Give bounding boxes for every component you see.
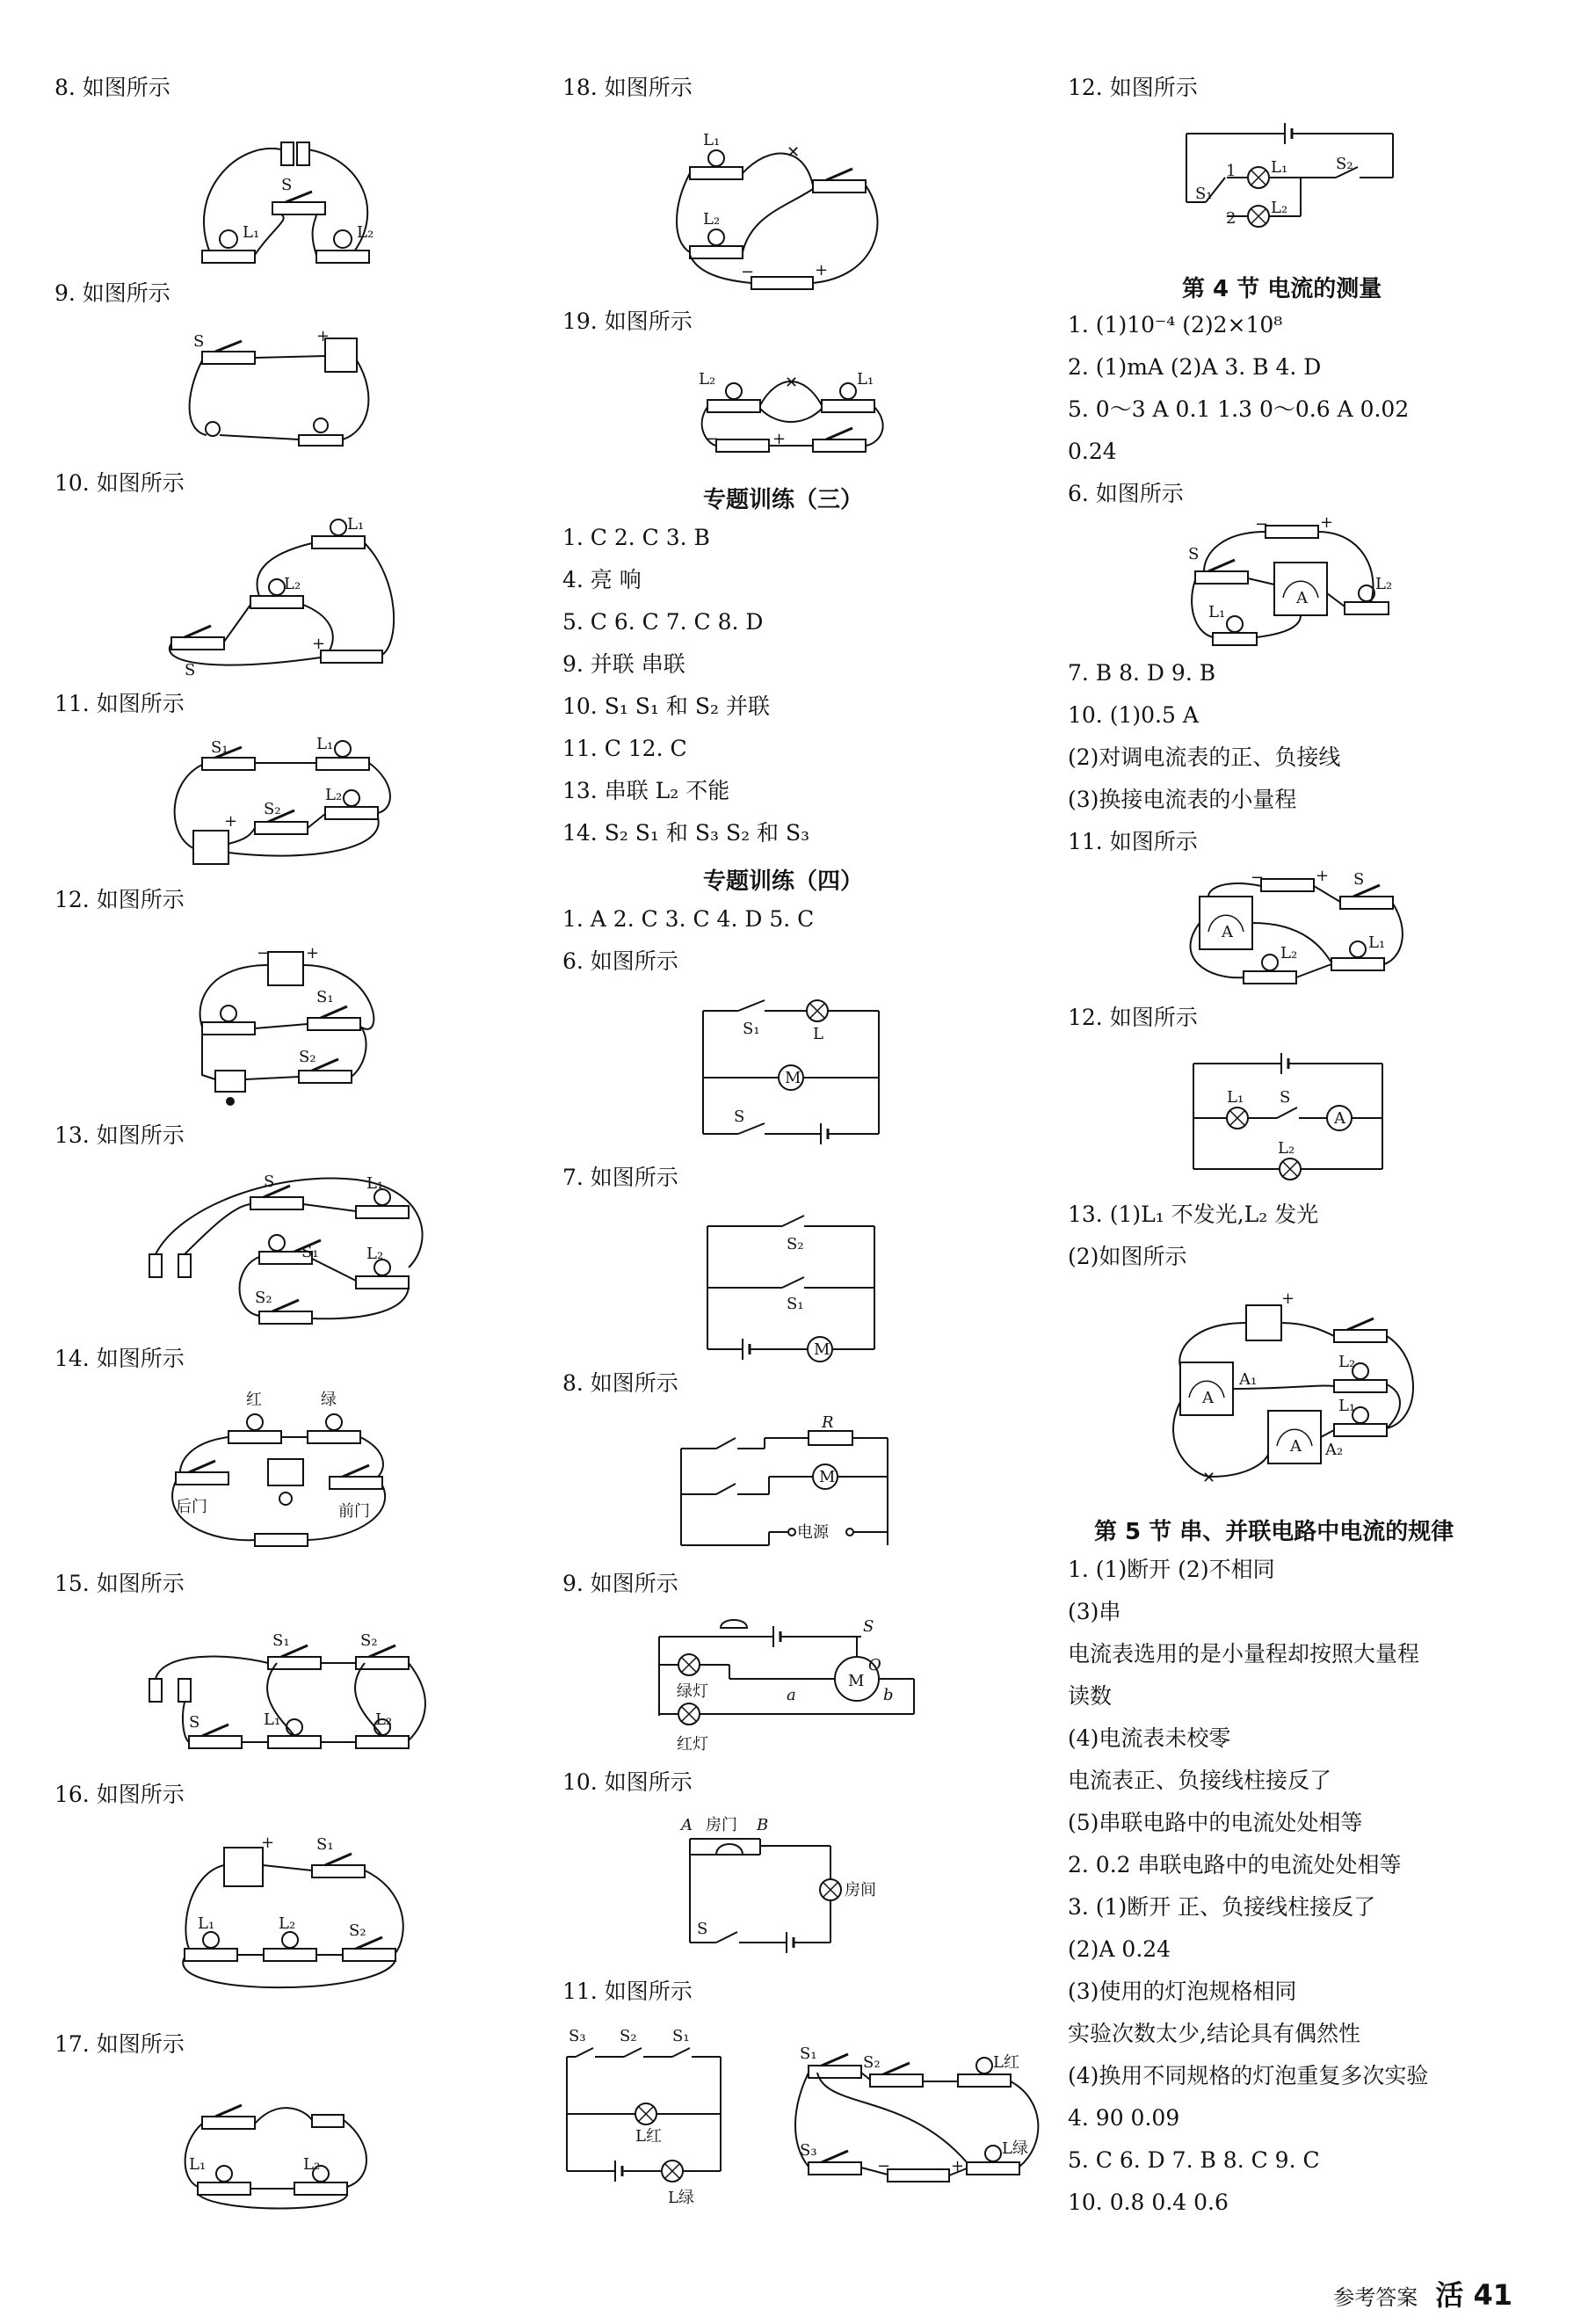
answer-q17: 17. 如图所示 <box>54 2031 185 2057</box>
figure-q17 <box>180 2081 382 2213</box>
page-number: 41 <box>1473 2278 1512 2312</box>
topic4-answer-11: 11. 如图所示 <box>562 1979 693 2004</box>
svg-text:S: S <box>1353 870 1365 889</box>
svg-text:S: S <box>863 1617 874 1636</box>
svg-text:S₂: S₂ <box>264 800 281 818</box>
answer-q12: 12. 如图所示 <box>54 887 185 912</box>
s4-answer-10c: (3)换接电流表的小量程 <box>1068 787 1297 812</box>
svg-text:L₁: L₁ <box>1271 158 1288 177</box>
svg-text:L₂: L₂ <box>1375 575 1393 593</box>
svg-text:S₁: S₁ <box>787 1295 804 1313</box>
figure-t4-10 <box>681 1811 892 1951</box>
s5-answer-1e: (4)电流表未校零 <box>1068 1725 1231 1751</box>
s5-answer-1c: 电流表选用的是小量程却按照大量程 <box>1068 1641 1420 1667</box>
svg-text:1: 1 <box>1226 162 1237 180</box>
svg-text:S₂: S₂ <box>787 1235 804 1253</box>
s5-answer-3b: (2)A 0.24 <box>1068 1936 1171 1962</box>
svg-text:+: + <box>1316 867 1330 885</box>
svg-text:L₂: L₂ <box>1278 1139 1295 1158</box>
svg-text:S₁: S₁ <box>301 1243 319 1261</box>
topic3-answer-13: 13. 串联 L₂ 不能 <box>562 778 730 803</box>
s5-answer-10: 10. 0.8 0.4 0.6 <box>1068 2190 1229 2215</box>
svg-text:B: B <box>757 1816 769 1834</box>
svg-text:M: M <box>848 1672 865 1690</box>
svg-text:L红: L红 <box>635 2127 662 2146</box>
answer-q14: 14. 如图所示 <box>54 1346 185 1371</box>
svg-text:L₁: L₁ <box>1227 1088 1244 1107</box>
footer-label: 参考答案 <box>1333 2285 1418 2310</box>
svg-text:L绿: L绿 <box>1002 2139 1028 2158</box>
answer-q10: 10. 如图所示 <box>54 470 185 496</box>
answer-q15: 15. 如图所示 <box>54 1571 185 1596</box>
section-title-topic-3: 专题训练（三） <box>703 487 864 513</box>
svg-text:+: + <box>312 635 326 653</box>
svg-text:S₁: S₁ <box>211 738 228 757</box>
column-2 <box>527 0 1055 2324</box>
svg-text:+: + <box>772 430 787 448</box>
svg-text:M: M <box>785 1069 801 1087</box>
svg-text:L₁: L₁ <box>1368 933 1386 952</box>
svg-text:L₂: L₂ <box>325 786 343 804</box>
topic3-answer-5: 5. C 6. C 7. C 8. D <box>562 609 764 635</box>
figure-t4-11-physical <box>791 2039 1046 2197</box>
figure-s4-6 <box>1186 513 1397 650</box>
svg-text:S₂: S₂ <box>299 1048 316 1066</box>
s5-answer-3c: (3)使用的灯泡规格相同 <box>1068 1979 1297 2004</box>
s5-answer-3: 3. (1)断开 正、负接线柱接反了 <box>1068 1894 1376 1920</box>
topic4-answer-1: 1. A 2. C 3. C 4. D 5. C <box>562 906 815 932</box>
svg-text:L₁: L₁ <box>366 1174 384 1193</box>
s5-answer-1d: 读数 <box>1068 1683 1113 1709</box>
svg-text:L₂: L₂ <box>366 1245 384 1263</box>
figure-q18 <box>681 127 892 294</box>
figure-t4-11-circuit <box>567 2027 725 2180</box>
figure-q12 <box>185 939 378 1115</box>
svg-text:−: − <box>1255 515 1269 534</box>
answer-q16: 16. 如图所示 <box>54 1782 185 1807</box>
svg-text:+: + <box>224 812 238 831</box>
svg-text:L₁: L₁ <box>1338 1397 1356 1415</box>
svg-text:✕: ✕ <box>1202 1469 1216 1487</box>
svg-text:S₂: S₂ <box>255 1289 272 1307</box>
svg-text:+: + <box>316 327 330 345</box>
svg-text:L₁: L₁ <box>857 370 874 389</box>
s4-answer-12: 12. 如图所示 <box>1068 1005 1198 1030</box>
figure-q15 <box>145 1626 435 1776</box>
figure-q16 <box>163 1830 417 2006</box>
answer-q13: 13. 如图所示 <box>54 1122 185 1148</box>
svg-text:+: + <box>815 261 829 280</box>
svg-text:前门: 前门 <box>338 1502 370 1521</box>
svg-text:+: + <box>306 944 320 962</box>
svg-text:S₂: S₂ <box>360 1631 378 1650</box>
svg-text:L₂: L₂ <box>375 1710 393 1729</box>
svg-text:L₁: L₁ <box>189 2155 207 2174</box>
s5-answer-1g: (5)串联电路中的电流处处相等 <box>1068 1810 1363 1835</box>
svg-text:−: − <box>257 944 271 962</box>
answer-q19: 19. 如图所示 <box>562 309 693 334</box>
column-3 <box>1055 0 1581 2324</box>
figure-t4-7 <box>707 1226 874 1358</box>
s4-answer-6: 6. 如图所示 <box>1068 481 1184 506</box>
svg-text:S₃: S₃ <box>800 2141 817 2160</box>
label-s: S <box>281 176 293 194</box>
svg-text:S₁: S₁ <box>743 1020 760 1038</box>
figure-t4-8 <box>681 1413 892 1554</box>
svg-text:+: + <box>1320 513 1334 532</box>
figure-q8 <box>185 123 395 272</box>
s5-answer-5: 5. C 6. D 7. B 8. C 9. C <box>1068 2147 1320 2173</box>
s5-answer-2: 2. 0.2 串联电路中的电流处处相等 <box>1068 1852 1402 1877</box>
figure-q19 <box>699 365 892 461</box>
svg-text:后门: 后门 <box>176 1498 207 1516</box>
svg-text:−: − <box>877 2157 891 2175</box>
svg-text:O: O <box>868 1656 881 1674</box>
svg-text:S: S <box>264 1173 275 1191</box>
s4-answer-13: 13. (1)L₁ 不发光,L₂ 发光 <box>1068 1202 1319 1227</box>
svg-text:L红: L红 <box>993 2053 1019 2072</box>
column-1 <box>0 0 527 2324</box>
svg-text:S: S <box>189 1713 200 1732</box>
svg-text:L₂: L₂ <box>699 370 716 389</box>
svg-text:S₁: S₁ <box>316 988 334 1006</box>
section-title-4: 第 4 节 电流的测量 <box>1182 276 1382 302</box>
svg-text:L: L <box>813 1025 823 1043</box>
topic3-answer-4: 4. 亮 响 <box>562 567 642 592</box>
svg-text:房门: 房门 <box>706 1816 737 1834</box>
topic4-answer-6: 6. 如图所示 <box>562 948 678 974</box>
svg-text:−: − <box>706 430 720 448</box>
s4-answer-11: 11. 如图所示 <box>1068 829 1198 854</box>
svg-text:L₂: L₂ <box>357 223 374 242</box>
svg-text:L₁: L₁ <box>243 223 260 242</box>
figure-s4-12 <box>1193 1053 1387 1176</box>
page-footer <box>1333 2273 1512 2313</box>
svg-text:S₁: S₁ <box>672 2027 690 2045</box>
svg-text:✕: ✕ <box>785 374 799 392</box>
answer-q9: 9. 如图所示 <box>54 280 170 306</box>
svg-text:L₂: L₂ <box>284 575 301 593</box>
svg-text:S: S <box>1188 545 1200 563</box>
svg-text:S₁: S₁ <box>272 1631 290 1650</box>
answer-q11: 11. 如图所示 <box>54 691 185 716</box>
topic3-answer-14: 14. S₂ S₁ 和 S₃ S₂ 和 S₃ <box>562 820 810 846</box>
svg-text:A: A <box>1202 1389 1214 1407</box>
svg-text:2: 2 <box>1226 209 1237 228</box>
s5-answer-4: 4. 90 0.09 <box>1068 2105 1180 2131</box>
figure-q9 <box>185 325 378 457</box>
s4-answer-13b: (2)如图所示 <box>1068 1244 1187 1269</box>
s4-answer-10: 10. (1)0.5 A <box>1068 702 1199 728</box>
svg-text:A: A <box>1290 1437 1302 1456</box>
svg-text:绿: 绿 <box>321 1391 337 1409</box>
svg-text:L₁: L₁ <box>198 1914 215 1933</box>
svg-text:S₂: S₂ <box>620 2027 637 2045</box>
s4-answer-1: 1. (1)10⁻⁴ (2)2×10⁸ <box>1068 312 1283 338</box>
figure-q14 <box>158 1389 404 1565</box>
s5-answer-1b: (3)串 <box>1068 1599 1121 1624</box>
section-title-topic-4: 专题训练（四） <box>703 868 864 895</box>
svg-text:+: + <box>951 2157 965 2175</box>
s4-answer-2: 2. (1)mA (2)A 3. B 4. D <box>1068 354 1322 380</box>
svg-text:L₂: L₂ <box>303 2155 321 2174</box>
svg-text:L₂: L₂ <box>1338 1353 1356 1371</box>
svg-text:S₁: S₁ <box>316 1835 334 1854</box>
svg-text:a: a <box>787 1686 796 1704</box>
svg-text:R: R <box>822 1413 834 1432</box>
topic4-answer-7: 7. 如图所示 <box>562 1165 678 1190</box>
svg-text:✕: ✕ <box>787 143 801 162</box>
svg-text:A₁: A₁ <box>1239 1370 1258 1389</box>
svg-text:M: M <box>819 1468 836 1486</box>
figure-s4-13 <box>1158 1288 1422 1490</box>
svg-text:A: A <box>1222 923 1233 941</box>
footer-brand: 活 <box>1435 2278 1464 2312</box>
figure-t4-6 <box>703 1002 879 1143</box>
svg-text:L₂: L₂ <box>1271 199 1288 217</box>
answer-q8: 8. 如图所示 <box>54 75 170 100</box>
topic4-answer-9: 9. 如图所示 <box>562 1571 678 1596</box>
svg-text:L₂: L₂ <box>279 1914 296 1933</box>
svg-text:L₁: L₁ <box>347 515 365 534</box>
figure-q11 <box>167 735 404 870</box>
svg-text:电源: 电源 <box>797 1523 829 1542</box>
s5-answer-3e: (4)换用不同规格的灯泡重复多次实验 <box>1068 2063 1429 2088</box>
svg-text:−: − <box>1251 868 1265 887</box>
s5-answer-1: 1. (1)断开 (2)不相同 <box>1068 1557 1275 1582</box>
s4-answer-5: 5. 0～3 A 0.1 1.3 0～0.6 A 0.02 <box>1068 396 1410 422</box>
figure-q13 <box>145 1171 435 1338</box>
svg-text:红灯: 红灯 <box>677 1735 708 1754</box>
svg-text:S₁: S₁ <box>800 2044 817 2063</box>
svg-text:L₁: L₁ <box>1208 603 1226 621</box>
s4-answer-5b: 0.24 <box>1068 439 1117 464</box>
svg-text:房间: 房间 <box>845 1881 876 1899</box>
svg-text:−: − <box>741 263 755 281</box>
svg-text:M: M <box>814 1340 830 1359</box>
svg-text:L₂: L₂ <box>703 210 721 229</box>
svg-text:A: A <box>1296 589 1308 607</box>
s4-answer-7: 7. B 8. D 9. B <box>1068 660 1216 686</box>
figure-c12 <box>1186 123 1397 229</box>
answer-q18: 18. 如图所示 <box>562 75 693 100</box>
topic4-answer-8: 8. 如图所示 <box>562 1370 678 1396</box>
svg-text:L₁: L₁ <box>316 735 334 753</box>
svg-text:+: + <box>1281 1289 1295 1308</box>
svg-text:S: S <box>734 1108 745 1126</box>
svg-text:S: S <box>1280 1088 1291 1107</box>
svg-text:S₂: S₂ <box>349 1921 366 1940</box>
figure-t4-9 <box>659 1610 914 1760</box>
svg-text:S: S <box>185 661 196 679</box>
figure-q10 <box>163 515 400 686</box>
topic3-answer-9: 9. 并联 串联 <box>562 651 685 677</box>
svg-text:S: S <box>697 1920 708 1938</box>
svg-text:b: b <box>883 1686 894 1704</box>
svg-text:L₂: L₂ <box>1280 944 1298 962</box>
svg-text:S₂: S₂ <box>863 2053 881 2072</box>
label-l-green: L绿 <box>668 2189 694 2207</box>
topic4-answer-10: 10. 如图所示 <box>562 1769 693 1795</box>
svg-text:S₁: S₁ <box>1195 185 1213 203</box>
svg-text:L₁: L₁ <box>703 131 721 149</box>
s5-answer-3d: 实验次数太少,结论具有偶然性 <box>1068 2021 1360 2046</box>
s5-answer-1f: 电流表正、负接线柱接反了 <box>1068 1768 1332 1793</box>
svg-text:绿灯: 绿灯 <box>677 1682 708 1701</box>
svg-text:S: S <box>193 332 205 351</box>
topic3-answer-10: 10. S₁ S₁ 和 S₂ 并联 <box>562 694 770 719</box>
answer-c12: 12. 如图所示 <box>1068 75 1198 100</box>
svg-text:A₂: A₂ <box>1325 1441 1344 1459</box>
section-title-5: 第 5 节 串、并联电路中电流的规律 <box>1094 1519 1454 1545</box>
s4-answer-10b: (2)对调电流表的正、负接线 <box>1068 744 1341 770</box>
figure-s4-11 <box>1173 867 1411 993</box>
topic3-answer-11: 11. C 12. C <box>562 736 687 761</box>
svg-text:S₂: S₂ <box>1336 155 1353 173</box>
svg-text:A: A <box>681 1816 693 1834</box>
svg-text:+: + <box>261 1834 275 1852</box>
svg-text:S₃: S₃ <box>569 2027 586 2045</box>
svg-text:红: 红 <box>246 1391 262 1409</box>
svg-text:A: A <box>1334 1109 1345 1128</box>
svg-text:L₁: L₁ <box>264 1710 281 1729</box>
topic3-answer-1: 1. C 2. C 3. B <box>562 525 710 550</box>
